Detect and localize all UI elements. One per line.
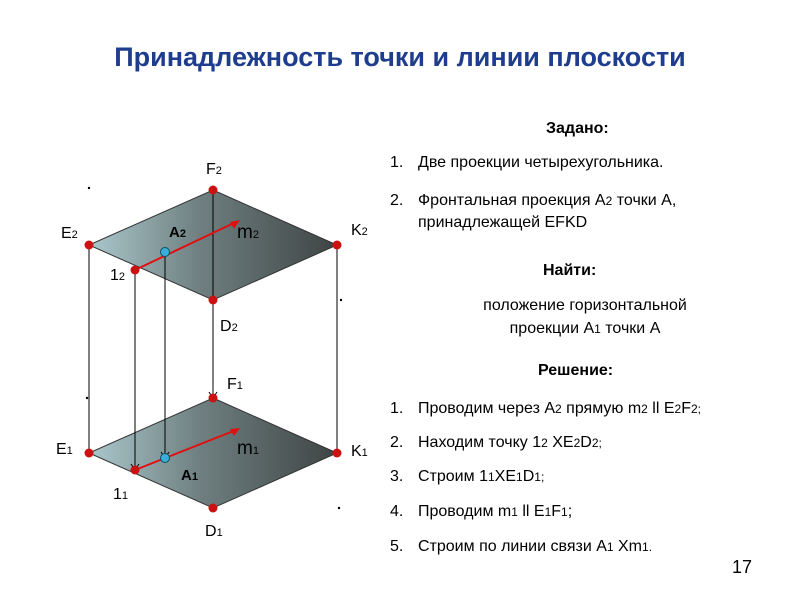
solution-step-4-text: Проводим m1 ll E1F1; (418, 503, 573, 520)
solution-step-1 (390, 398, 701, 420)
label-K2: K2 (351, 222, 368, 239)
point-1-2 (131, 266, 140, 275)
point-K1 (333, 449, 342, 458)
given-item-2-text: Фронтальная проекция А (418, 192, 606, 209)
label-E1: E1 (56, 441, 73, 458)
given-item-1-num: 1. (390, 154, 404, 171)
solution-step-5 (390, 536, 652, 558)
given-item-2-num: 2. (390, 192, 404, 209)
given-item-1 (390, 152, 664, 174)
given-heading: Задано: (546, 120, 609, 137)
label-F1: F1 (227, 376, 243, 393)
label-A1: A1 (181, 467, 198, 484)
dot-marker (338, 507, 340, 509)
solution-step-3-text: Строим 11XE1D1; (418, 468, 545, 485)
label-m1: m1 (237, 438, 259, 459)
point-E2 (85, 241, 94, 250)
solution-heading: Решение: (538, 362, 614, 379)
point-1-1 (131, 466, 140, 475)
point-A1 (161, 454, 170, 463)
given-item-2-body (418, 190, 676, 234)
solution-step-2 (390, 432, 602, 454)
find-line-2b: точки А (600, 320, 661, 337)
find-line-1: положение горизонтальной (483, 297, 687, 314)
point-D2 (209, 296, 218, 305)
solution-step-2-text: Находим точку 12 XE2D2; (418, 434, 602, 451)
label-D1: D1 (205, 523, 223, 540)
point-F2 (209, 186, 218, 195)
find-line-2a: проекции А (509, 320, 595, 337)
label-F2: F2 (206, 161, 222, 178)
point-E1 (85, 449, 94, 458)
given-item-2-sub: 2 (605, 194, 613, 208)
find-line-2-sub: 1 (594, 322, 601, 336)
dot-marker (88, 187, 90, 189)
point-A2 (161, 248, 170, 257)
given-item-1-text: Две проекции четырехугольника. (418, 154, 664, 171)
solution-step-3-num: 3. (390, 468, 404, 485)
dot-marker (340, 299, 342, 301)
point-D1 (209, 504, 218, 513)
label-m2: m2 (237, 222, 259, 243)
given-item-2 (390, 190, 676, 234)
label-1-1: 11 (113, 486, 129, 503)
dot-marker (86, 397, 88, 399)
point-K2 (333, 241, 342, 250)
solution-step-4 (390, 501, 572, 523)
solution-step-3 (390, 466, 544, 488)
label-1-2: 12 (110, 267, 126, 284)
find-heading: Найти: (543, 262, 597, 279)
point-F1 (209, 394, 218, 403)
page-number: 17 (731, 557, 752, 577)
solution-step-4-num: 4. (390, 503, 404, 520)
solution-step-1-num: 1. (390, 400, 404, 417)
solution-step-5-num: 5. (390, 538, 404, 555)
solution-step-1-text: Проводим через А2 прямую m2 ll E2F2; (418, 400, 702, 417)
find-text (440, 294, 730, 341)
label-D2: D2 (220, 318, 238, 335)
slide-title: Принадлежность точки и линии плоскости (114, 42, 686, 72)
label-A2: A2 (169, 224, 186, 241)
label-E2: E2 (61, 225, 78, 242)
given-item-2-line2: принадлежащей EFKD (418, 214, 588, 231)
solution-step-2-num: 2. (390, 434, 404, 451)
solution-step-5-text: Строим по линии связи А1 Xm1. (418, 538, 653, 555)
label-K1: K1 (351, 443, 368, 460)
given-item-2-text2: точки А, (612, 192, 677, 209)
